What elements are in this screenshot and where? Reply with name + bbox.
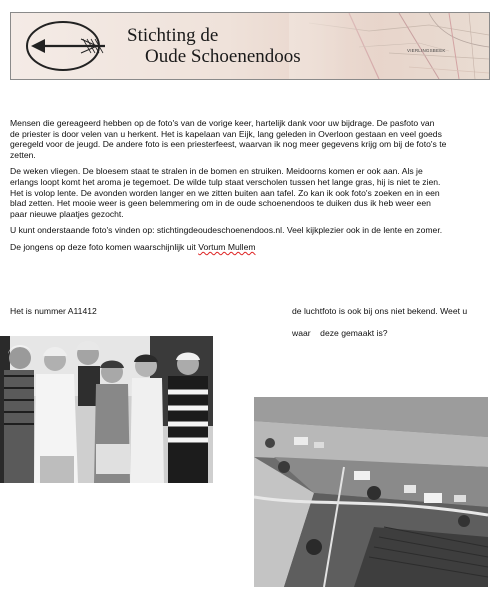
spellcheck-underlined-text: Vortum Mullem	[198, 241, 256, 252]
text-line: de priester is door velen van u herkent. Het is kapelaan van Eijk, lang geleden in Overloon gestaan en veel goeds	[10, 128, 442, 139]
aerial-caption-line-2: waar deze gemaakt is?	[292, 328, 388, 338]
banner-title	[127, 25, 301, 67]
banner-title-line-2: Oude Schoenendoos	[145, 46, 301, 67]
text-line: erlangs loopt komt het aroma je tegemoet. De wilde tulp staat verscholen tussen het lange gras, hij is niet te zien.	[10, 176, 441, 187]
text-line: Het is volop lente. De avonden worden langer en we zitten buiten aan tafel. Zo kan ik ook foto's zoeken en in een	[10, 187, 440, 198]
document-body	[10, 118, 500, 259]
map-place-label: VIERLINGSBEEK	[407, 48, 446, 53]
header-banner	[10, 12, 490, 80]
text-line: paar nieuwe plaatjes gezocht.	[10, 208, 124, 219]
paragraph-thanks	[10, 118, 500, 160]
paragraph-spring	[10, 166, 500, 219]
paragraph-boys	[10, 242, 500, 253]
map-background	[289, 13, 489, 79]
paragraph-website: U kunt onderstaande foto's vinden op: stichtingdeoudeschoenendoos.nl. Veel kijkplezier ook in de lente en zomer.	[10, 225, 443, 236]
photo-number-label: Het is nummer A11412	[10, 306, 97, 316]
text-line: blad zetten. Het mooie weer is geen belemmering om in de oude schoenendoos te duiken dus ik heb weer een	[10, 198, 431, 209]
text-line: zetten.	[10, 149, 36, 160]
banner-title-line-1: Stichting de	[127, 25, 219, 46]
foundation-logo-icon	[23, 19, 115, 73]
group-photo	[0, 336, 213, 483]
aerial-caption-line-1: de luchtfoto is ook bij ons niet bekend. Weet u	[292, 306, 468, 316]
text-line: Mensen die gereageerd hebben op de foto's van de vorige keer, hartelijk dank voor uw bijdrage. De pasfoto van	[10, 118, 435, 128]
text-line: De jongens op deze foto komen waarschijnlijk uit	[10, 241, 199, 252]
text-line: De weken vliegen. De bloesem staat te stralen in de bomen en struiken. Meidoorns komen er ook aan. Als je	[10, 166, 423, 177]
text-line: geregeld voor de jeugd. De andere foto is een priesterfeest, waarvan ik nog meer gegevens krijg om bij de foto's te	[10, 139, 447, 150]
aerial-photo	[254, 397, 488, 587]
